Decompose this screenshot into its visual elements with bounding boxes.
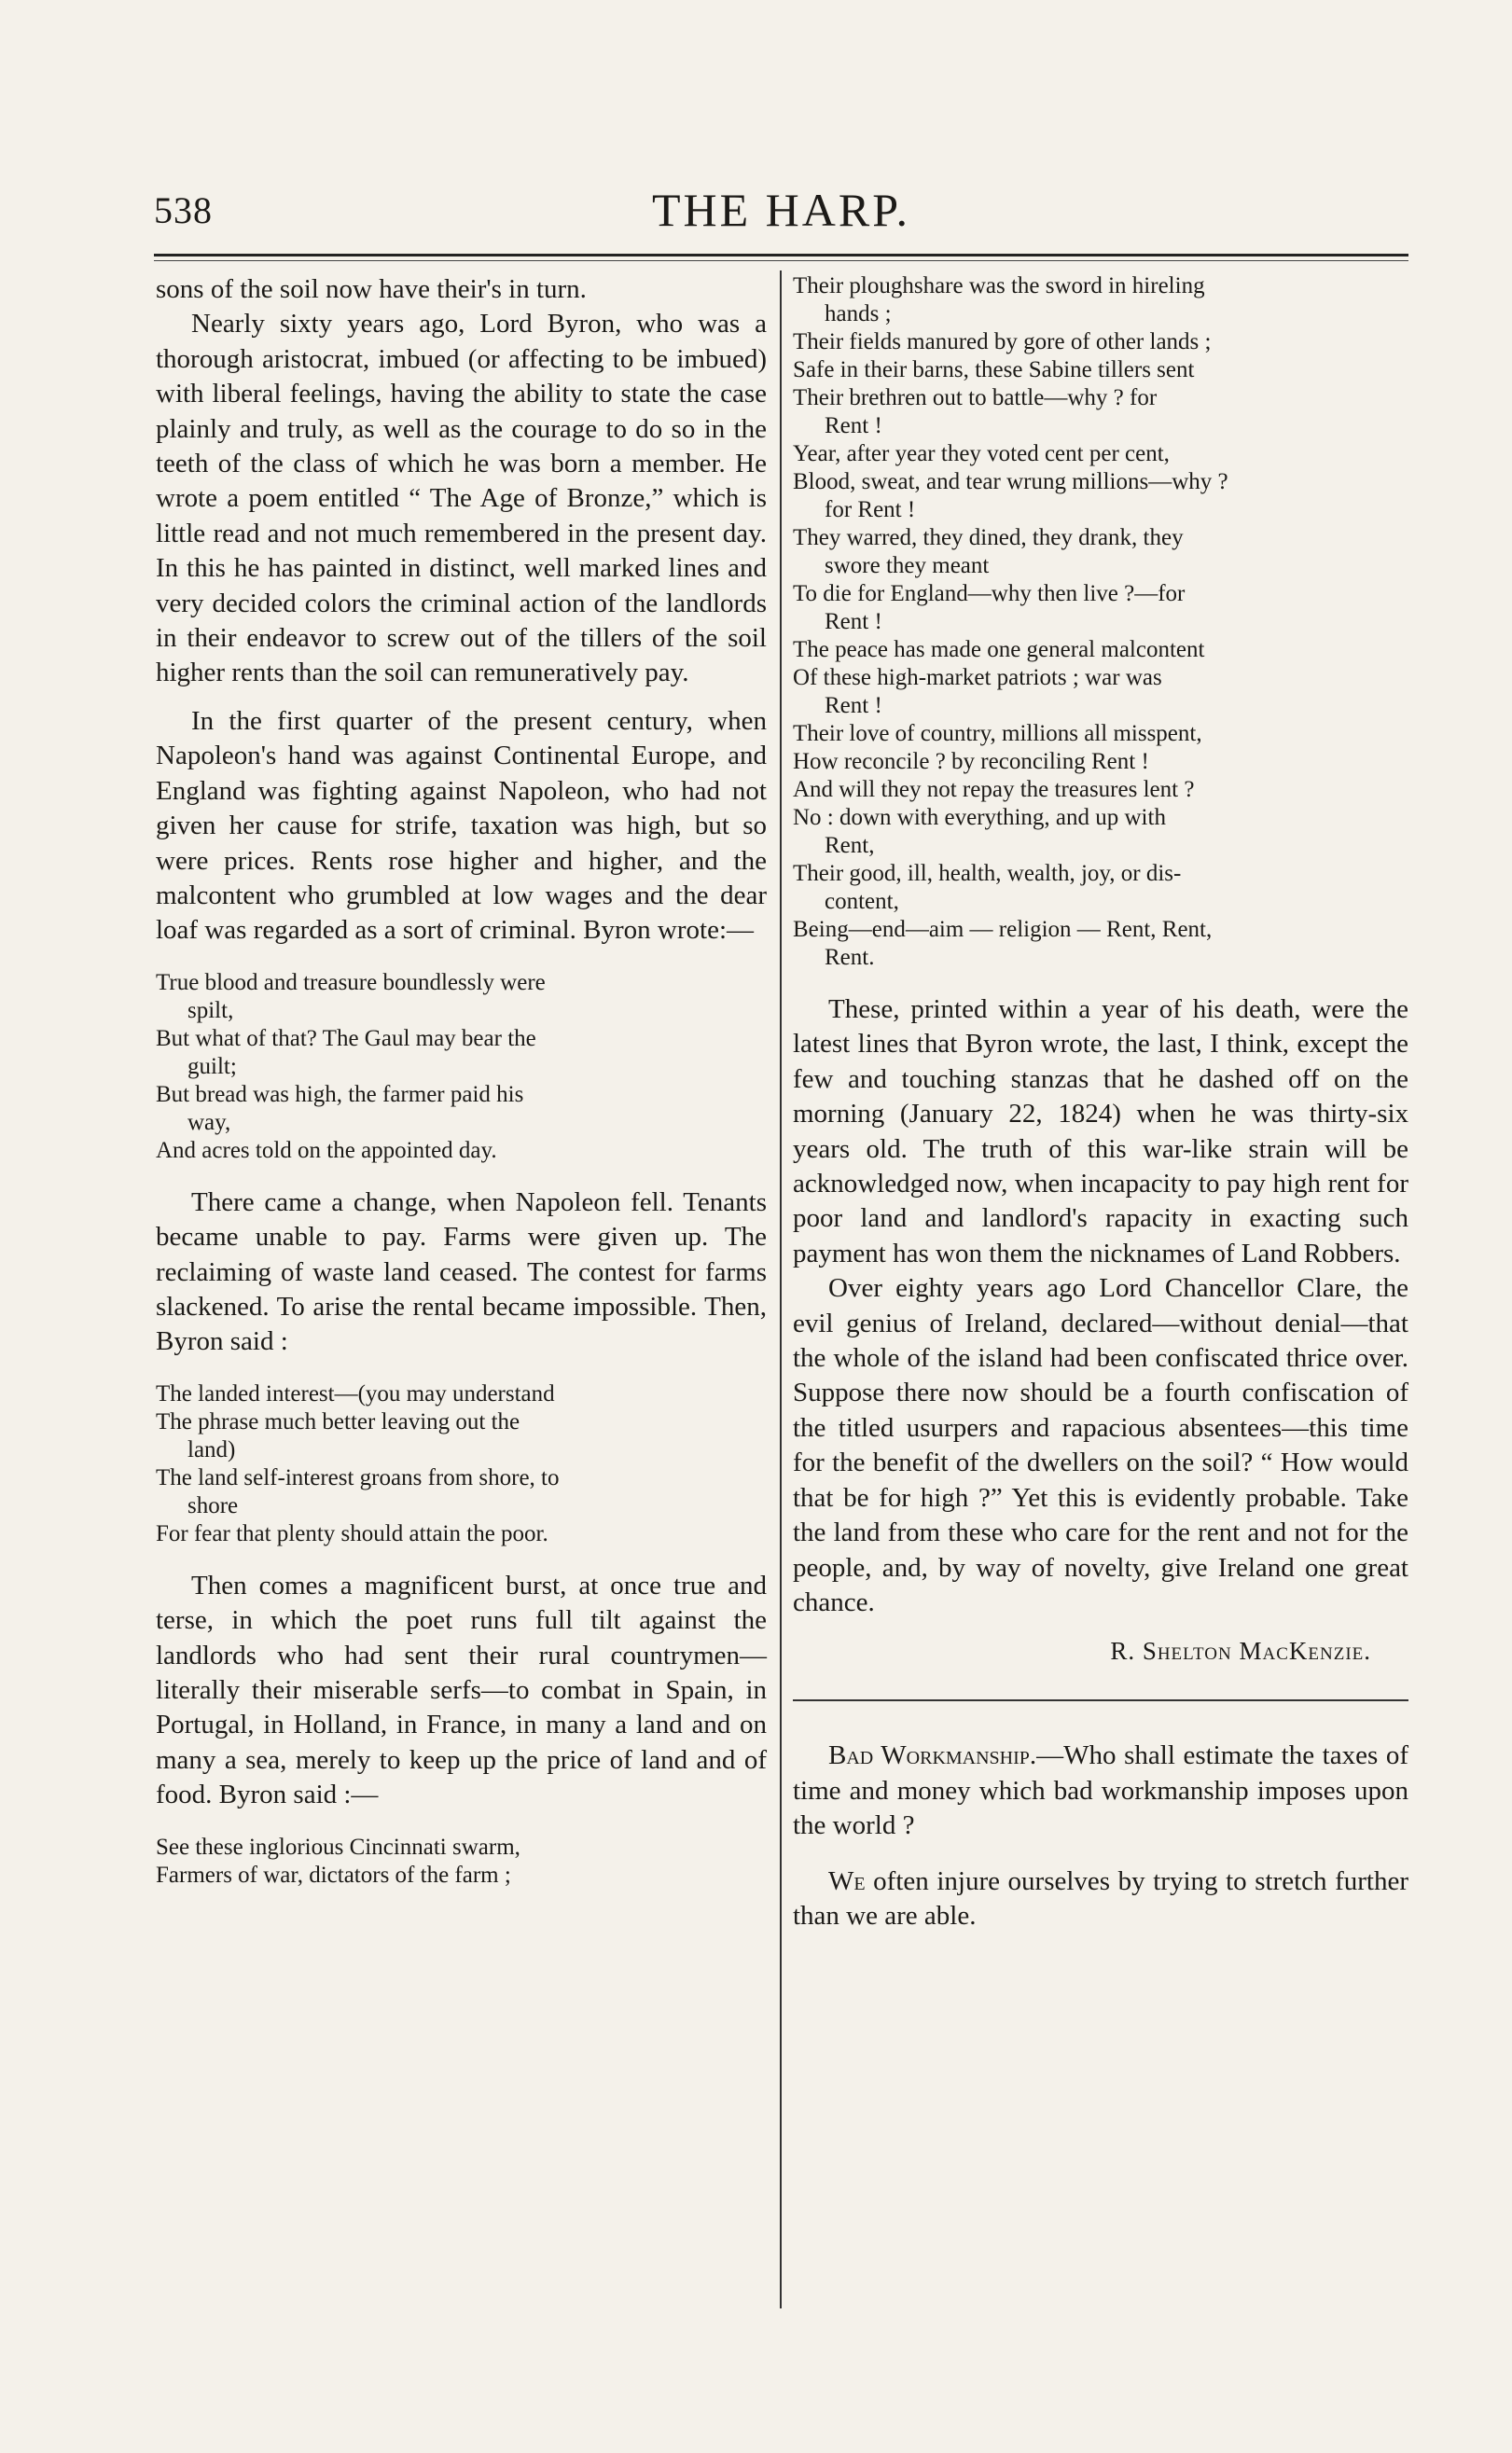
header-rule-thin	[154, 260, 1408, 261]
paragraph-text: often injure ourselves by trying to stretch further than we are able.	[793, 1865, 1408, 1931]
verse-quote	[156, 969, 767, 1165]
verse-line: They warred, they dined, they drank, they	[793, 525, 1184, 550]
verse-line: The land self-interest groans from shore, to	[156, 1464, 560, 1490]
column-divider	[780, 270, 782, 2308]
verse-line: Being—end—aim — religion — Rent, Rent,	[793, 917, 1213, 942]
page-header	[154, 177, 1408, 243]
section-rule	[793, 1699, 1408, 1701]
verse-line: Their ploughshare was the sword in hireling	[793, 273, 1205, 298]
verse-line: How reconcile ? by reconciling Rent !	[793, 749, 1149, 774]
header-rule	[154, 254, 1408, 256]
verse-line: spilt,	[187, 997, 234, 1023]
author-signature: R. Shelton MacKenzie.	[1110, 1637, 1371, 1666]
lead-word: We	[828, 1865, 866, 1896]
verse-line: way,	[187, 1109, 231, 1135]
verse-line: guilt;	[187, 1053, 237, 1079]
left-column	[156, 272, 767, 1890]
verse-line: Rent,	[825, 833, 875, 858]
verse-line: For fear that plenty should attain the poor.	[156, 1520, 548, 1546]
paragraph: There came a change, when Napoleon fell. Tenants became unable to pay. Farms were given up. The reclaiming of waste land ceased. The contest for farms slackened. To arise the rental became impossible. Then, Byron said :	[156, 1186, 767, 1357]
verse-line: for Rent !	[825, 497, 916, 522]
verse-line: Of these high-market patriots ; war was	[793, 665, 1162, 690]
paragraph-text: —Who shall estimate the taxes of time and money which bad workmanship imposes upon the world ?	[793, 1740, 1408, 1841]
verse-line: The landed interest—(you may understand	[156, 1380, 555, 1407]
verse-line: But what of that? The Gaul may bear the	[156, 1025, 536, 1051]
verse-line: Rent !	[825, 413, 882, 438]
verse-line: Rent.	[825, 945, 875, 970]
right-column	[793, 272, 1408, 1933]
paragraph	[793, 1864, 1408, 1934]
verse-line: content,	[825, 889, 899, 914]
verse-quote	[156, 1380, 767, 1548]
verse-line: Farmers of war, dictators of the farm ;	[156, 1862, 511, 1888]
verse-line: And acres told on the appointed day.	[156, 1137, 497, 1163]
verse-quote	[793, 272, 1408, 972]
verse-line: Blood, sweat, and tear wrung millions—why ?	[793, 469, 1228, 494]
verse-line: No : down with everything, and up with	[793, 805, 1166, 830]
running-title: THE HARP.	[651, 184, 911, 236]
verse-line: Rent !	[825, 609, 882, 634]
paragraph: Over eighty years ago Lord Chancellor Clare, the evil genius of Ireland, declared—without denial—that the whole of the island had been confiscated thrice over. Suppose there now should be a fourth confiscation of the titled usurpers and rapacious absentees—this time for the benefit of the dwellers on the soil? “ How would that be for high ?” Yet this is evidently probable. Take the land from these who care for the rent and not for the people, and, by way of novelty, give Ireland one great chance.	[793, 1273, 1408, 1617]
verse-line: hands ;	[825, 301, 892, 326]
run-in-heading: Bad Workmanship.	[828, 1740, 1037, 1771]
verse-line: Their fields manured by gore of other lands ;	[793, 329, 1212, 354]
verse-line: True blood and treasure boundlessly were	[156, 969, 546, 995]
verse-quote	[156, 1834, 767, 1890]
verse-line: To die for England—why then live ?—for	[793, 581, 1186, 606]
verse-line: Their good, ill, health, wealth, joy, or dis-	[793, 861, 1182, 886]
paragraph: In the first quarter of the present century, when Napoleon's hand was against Continental Europe, and England was fighting against Napoleon, who had not given her cause for strife, taxation was high, but so were prices. Rents rose higher and higher, and the malcontent who grumbled at low wages and the dear loaf was regarded as a sort of criminal. Byron wrote:—	[156, 705, 767, 946]
paragraph	[793, 1739, 1408, 1843]
verse-line: shore	[187, 1492, 239, 1518]
verse-line: Rent !	[825, 693, 882, 718]
paragraph: These, printed within a year of his death, were the latest lines that Byron wrote, the last, I think, except the few and touching stanzas that he dashed off on the morning (January 22, 1824) when he was thirty-six years old. The truth of this war-like strain will be acknowledged now, when incapacity to pay high rent for poor land and landlord's rapacity in exacting such payment has won them the nicknames of Land Robbers.	[793, 994, 1408, 1268]
page-number: 538	[154, 189, 213, 231]
verse-line: But bread was high, the farmer paid his	[156, 1081, 524, 1107]
verse-line: swore they meant	[825, 553, 990, 578]
verse-line: Safe in their barns, these Sabine tillers sent	[793, 357, 1195, 382]
verse-line: And will they not repay the treasures lent ?	[793, 777, 1195, 802]
verse-line: land)	[187, 1436, 236, 1462]
verse-line: Year, after year they voted cent per cent,	[793, 441, 1170, 466]
verse-line: Their love of country, millions all misspent,	[793, 721, 1202, 746]
verse-line: The peace has made one general malcontent	[793, 637, 1205, 662]
verse-line: See these inglorious Cincinnati swarm,	[156, 1834, 520, 1860]
verse-line: The phrase much better leaving out the	[156, 1408, 520, 1434]
paragraph: Nearly sixty years ago, Lord Byron, who was a thorough aristocrat, imbued (or affecting to be imbued) with liberal feelings, having the ability to state the case plainly and truly, as well as the courage to do so in the teeth of the class of which he was born a member. He wrote a poem entitled “ The Age of Bronze,” which is little read and not much remembered in the present day. In this he has painted in distinct, well marked lines and very decided colors the criminal action of the landlords in their endeavor to screw out of the tillers of the soil higher rents than the soil can remuneratively pay.	[156, 309, 767, 688]
paragraph: Then comes a magnificent burst, at once true and terse, in which the poet runs full tilt against the landlords who had sent their rural countrymen—literally their miserable serfs—to combat in Spain, in Portugal, in Holland, in France, in many a land and on many a sea, merely to keep up the price of land and of food. Byron said :—	[156, 1570, 767, 1810]
paragraph: sons of the soil now have their's in turn.	[156, 274, 587, 304]
verse-line: Their brethren out to battle—why ? for	[793, 385, 1158, 410]
